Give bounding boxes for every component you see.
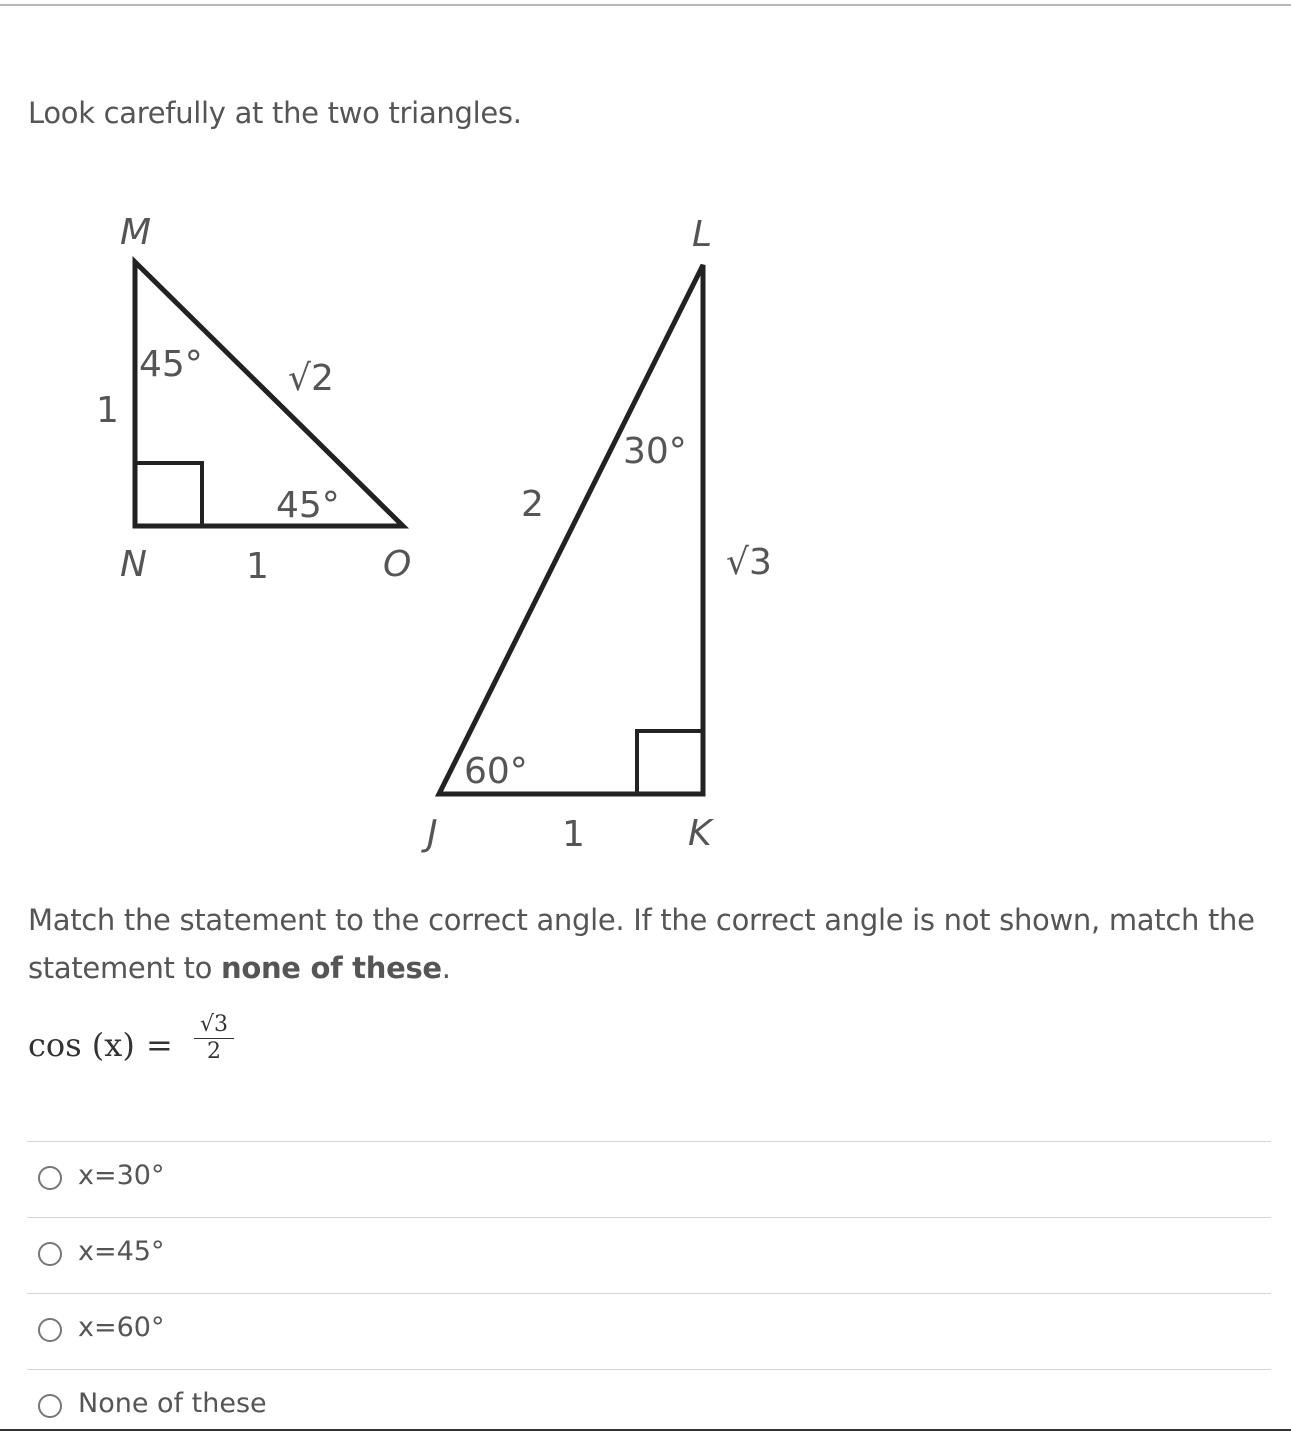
bottom-divider <box>0 1429 1291 1431</box>
option-label: x=45° <box>78 1236 165 1267</box>
radio-button[interactable] <box>38 1318 62 1342</box>
option-x-60[interactable] <box>27 1293 1271 1369</box>
angle-j-label: 60° <box>464 751 528 792</box>
answer-options <box>27 1141 1271 1445</box>
instructions-text <box>28 896 1268 992</box>
side-jl-label: 2 <box>521 484 544 525</box>
option-x-45[interactable] <box>27 1217 1271 1293</box>
instructions-part2: . <box>441 951 451 985</box>
vertex-o-label: O <box>383 544 412 585</box>
vertex-m-label: M <box>120 212 152 253</box>
vertex-j-label: J <box>427 813 438 854</box>
side-mn-label: 1 <box>96 390 119 431</box>
equation-equals: = <box>146 1026 173 1064</box>
radio-button[interactable] <box>38 1166 62 1190</box>
triangles-figure <box>0 190 900 860</box>
angle-l-label: 30° <box>623 431 687 472</box>
equation-lhs: cos (x) <box>28 1026 135 1064</box>
instructions-part1: Match the statement to the correct angle. If the correct angle is not shown, match the statement to <box>28 903 1255 985</box>
option-label: x=30° <box>78 1160 165 1191</box>
vertex-k-label: K <box>688 813 712 854</box>
option-label: x=60° <box>78 1312 165 1343</box>
vertex-l-label: L <box>692 214 713 255</box>
option-label: None of these <box>78 1388 267 1419</box>
angle-m-label: 45° <box>139 344 203 385</box>
side-mo-label: √2 <box>288 358 334 399</box>
equation-numerator: √3 <box>194 1012 234 1039</box>
radio-button[interactable] <box>38 1394 62 1418</box>
intro-text: Look carefully at the two triangles. <box>28 96 522 130</box>
angle-o-label: 45° <box>276 485 340 526</box>
vertex-n-label: N <box>120 544 147 585</box>
triangle-mno <box>135 262 403 526</box>
option-none-of-these[interactable] <box>27 1369 1271 1445</box>
instructions-bold: none of these <box>220 951 442 985</box>
option-x-30[interactable] <box>27 1141 1271 1217</box>
side-kl-label: √3 <box>726 542 772 583</box>
radio-button[interactable] <box>38 1242 62 1266</box>
side-jk-label: 1 <box>562 814 585 855</box>
equation-denominator: 2 <box>207 1039 221 1064</box>
top-divider <box>0 4 1291 6</box>
side-no-label: 1 <box>246 546 269 587</box>
triangle-jkl <box>439 265 703 794</box>
equation-fraction <box>194 1012 234 1065</box>
